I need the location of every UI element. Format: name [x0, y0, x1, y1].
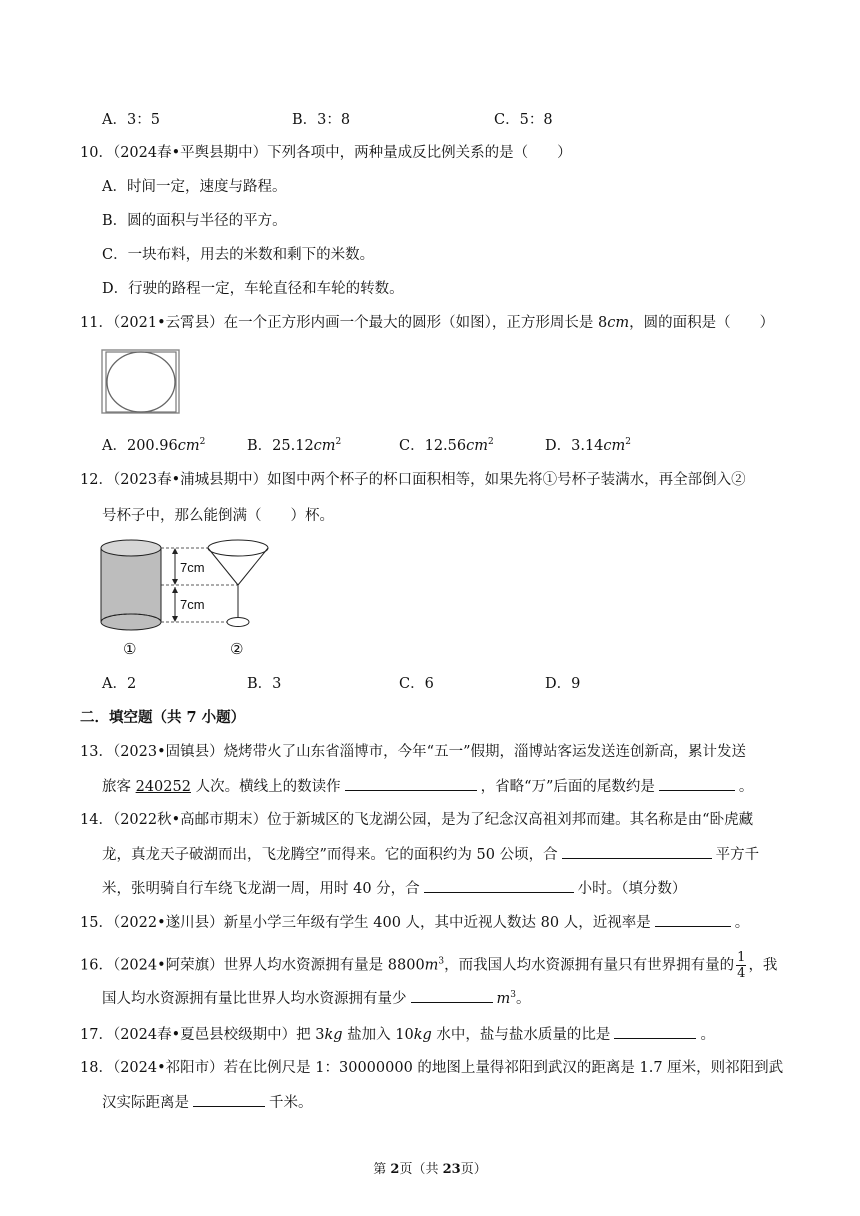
- q16-line2: 国人均水资源拥有量比世界人均水资源拥有量少 $m^3$。: [102, 988, 530, 1009]
- page-footer: 第 2页（共 23页）: [373, 1162, 487, 1177]
- cups-figure: [98, 536, 288, 660]
- q12-option-a: A．2: [102, 676, 137, 692]
- q11-option-d: D．$3.14cm^2$: [545, 437, 632, 454]
- answer-blank[interactable]: [424, 878, 574, 893]
- q11-option-c: C．$12.56cm^2$: [399, 437, 494, 454]
- q12-stem-line1: 12．（2023春•浦城县期中）如图中两个杯子的杯口面积相等，如果先将①号杯子装满水，再全部倒入②: [80, 472, 746, 488]
- q13-line1: 13．（2023•固镇县）烧烤带火了山东省淄博市，今年“五一”假期，淄博站客运发送连创新高，累计发送: [80, 744, 746, 760]
- q10-option-b: B．圆的面积与半径的平方。: [102, 213, 287, 229]
- answer-blank[interactable]: [345, 776, 477, 791]
- q10-option-d: D．行驶的路程一定，车轮直径和车轮的转数。: [102, 281, 404, 297]
- underlined-number: 240252: [135, 779, 191, 795]
- q9-option-a: A．3：5: [102, 112, 160, 128]
- q14-line1: 14．（2022秋•高邮市期末）位于新城区的飞龙湖公园，是为了纪念汉高祖刘邦而建。其名称是由“卧虎藏: [80, 812, 754, 828]
- q15-line: 15．（2022•遂川县）新星小学三年级有学生 400 人，其中近视人数达 80 人，近视率是 。: [80, 912, 749, 933]
- q10-option-a: A．时间一定，速度与路程。: [102, 179, 287, 195]
- q13-line2: 旅客 240252 人次。横线上的数读作 ，省略“万”后面的尾数约是 。: [102, 776, 753, 797]
- q14-line2: 龙，真龙天子破湖而出，飞龙腾空”而得来。它的面积约为 50 公顷，合 平方千: [102, 844, 759, 865]
- fig-cup1-label: ①: [123, 640, 137, 658]
- q10-option-c: C．一块布料，用去的米数和剩下的米数。: [102, 247, 375, 263]
- q11-stem: 11．（2021•云霄县）在一个正方形内画一个最大的圆形（如图），正方形周长是 8cm，圆的面积是（ ）: [80, 315, 775, 331]
- answer-blank[interactable]: [655, 912, 731, 927]
- answer-blank[interactable]: [614, 1024, 696, 1039]
- answer-blank[interactable]: [562, 844, 712, 859]
- q10-stem: 10．（2024春•平舆县期中）下列各项中，两种量成反比例关系的是（ ）: [80, 145, 572, 161]
- q18-line1: 18．（2024•祁阳市）若在比例尺是 1：30000000 的地图上量得祁阳到武汉的距离是 1.7 厘米，则祁阳到武: [80, 1060, 784, 1076]
- q11-option-a: A．$200.96cm^2$: [102, 437, 206, 454]
- q17-line: 17．（2024春•夏邑县校级期中）把 3kg 盐加入 10kg 水中，盐与盐水质量的比是 。: [80, 1024, 715, 1045]
- fig-label-top: 7cm: [180, 560, 205, 575]
- q14-line3: 米，张明骑自行车绕飞龙湖一周，用时 40 分，合 小时。（填分数）: [102, 878, 686, 899]
- fraction: $\frac{1}{4}$: [737, 950, 746, 981]
- answer-blank[interactable]: [411, 988, 493, 1003]
- q18-line2: 汉实际距离是 千米。: [102, 1092, 313, 1113]
- square-circle-figure: [100, 348, 182, 416]
- section-heading: 二．填空题（共 7 小题）: [80, 709, 246, 726]
- q12-option-d: D．9: [545, 676, 581, 692]
- answer-blank[interactable]: [659, 776, 735, 791]
- q11-option-b: B．$25.12cm^2$: [247, 437, 342, 454]
- fig-cup2-label: ②: [230, 640, 244, 658]
- q12-option-c: C．6: [399, 676, 434, 692]
- answer-blank[interactable]: [193, 1092, 265, 1107]
- q12-stem-line2: 号杯子中，那么能倒满（ ）杯。: [102, 508, 334, 524]
- q9-option-b: B．3：8: [292, 112, 351, 128]
- q12-option-b: B．3: [247, 676, 282, 692]
- q16-line1: 16．（2024•阿荣旗）世界人均水资源拥有量是 $8800m^3$，而我国人均水资源拥有量只有世界拥有量的 $\frac{1}{4}$ ，我: [80, 950, 778, 981]
- fig-label-bottom: 7cm: [180, 597, 205, 612]
- q9-option-c: C．5：8: [494, 112, 553, 128]
